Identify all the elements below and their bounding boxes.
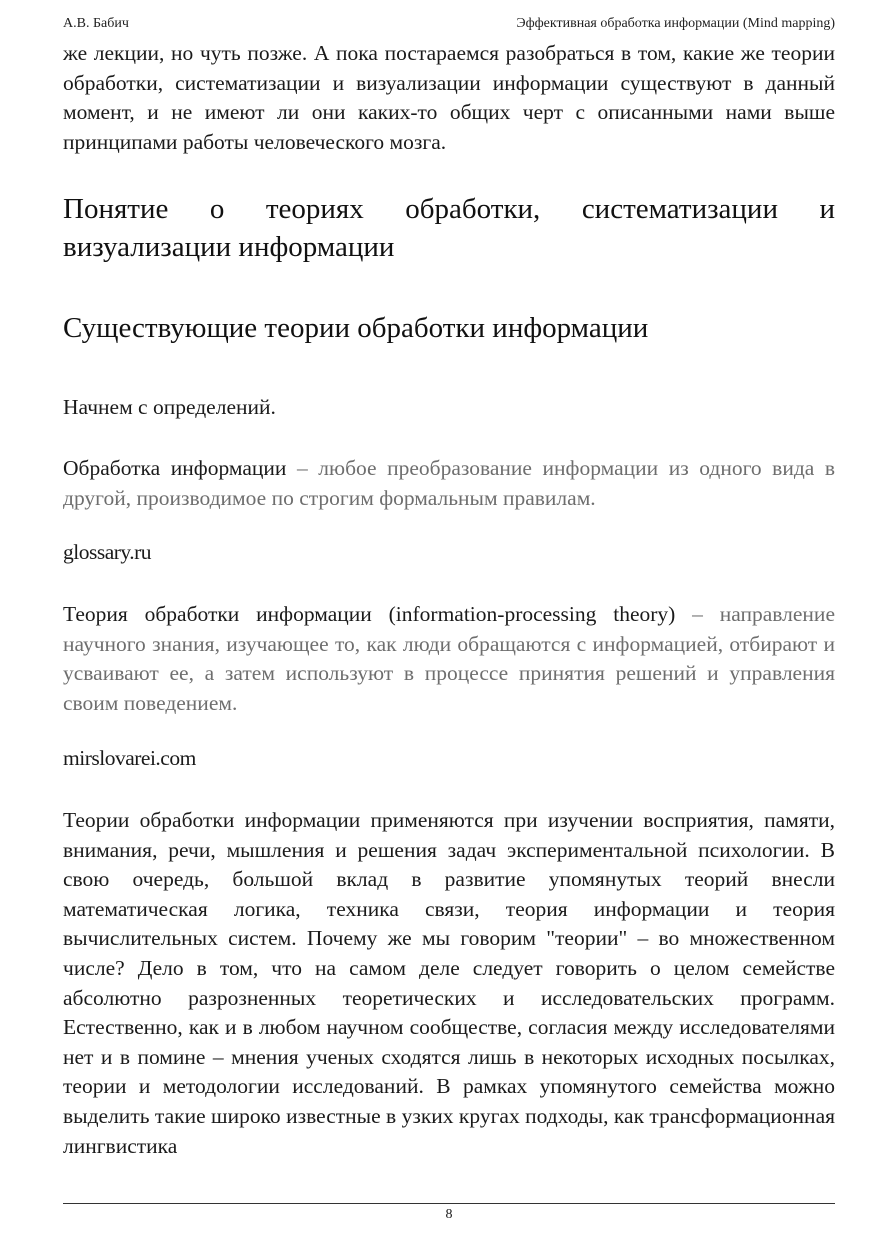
definition-2-text: – направление научного знания, изучающее то, как люди обращаются с информацией, отбирают и усваивают ее, а затем используют в процессе принятия решений и управления своим поведением.: [63, 602, 835, 715]
definition-1-term: Обработка информации: [63, 456, 287, 480]
definition-1-source: glossary.ru: [63, 540, 152, 564]
footer-rule: [63, 1203, 835, 1204]
definition-2: [63, 600, 835, 718]
running-header: [63, 16, 835, 36]
body-paragraph: Теории обработки информации применяются при изучении восприятия, памяти, внимания, речи, мышления и решения задач экспериментальной психологии. В свою очередь, большой вклад в развитие упомянутых теорий внесли математическая логика, техника связи, теория информации и теория вычислительных систем. Почему же мы говорим "теории" – во множественном числе? Дело в том, что на самом деле следует говорить о целом семействе абсолютно разрозненных теоретических и исследовательских программ. Естественно, как и в любом научном сообществе, согласия между исследователями нет и в помине – мнения ученых сходятся лишь в некоторых исходных посылках, теории и методологии исследований. В рамках упомянутого семейства можно выделить такие широко известные в узких кругах подходы, как трансформационная лингвистика: [63, 808, 835, 1158]
definition-1: [63, 454, 835, 513]
start-definitions-text: Начнем с определений.: [63, 395, 276, 419]
definition-2-term: Теория обработки информации (information-processing theory): [63, 602, 676, 626]
header-title: Эффективная обработка информации (Mind mapping): [516, 16, 835, 31]
section-heading: Понятие о теориях обработки, систематизации и визуализации информации: [63, 193, 835, 263]
definition-1-text: – любое преобразование информации из одного вида в другой, производимое по строгим формальным правилам.: [63, 456, 836, 510]
subsection-heading: Существующие теории обработки информации: [63, 312, 649, 344]
header-author: А.В. Бабич: [63, 16, 129, 31]
document-page: [63, 0, 835, 1241]
intro-paragraph: же лекции, но чуть позже. А пока постараемся разобраться в том, какие же теории обработки, систематизации и визуализации информации существуют в данный момент, и не имеют ли они каких-то общих черт с описанными нами выше принципами работы человеческого мозга.: [63, 41, 835, 154]
page-number: 8: [445, 1207, 453, 1222]
definition-2-source: mirslovarei.com: [63, 746, 196, 770]
